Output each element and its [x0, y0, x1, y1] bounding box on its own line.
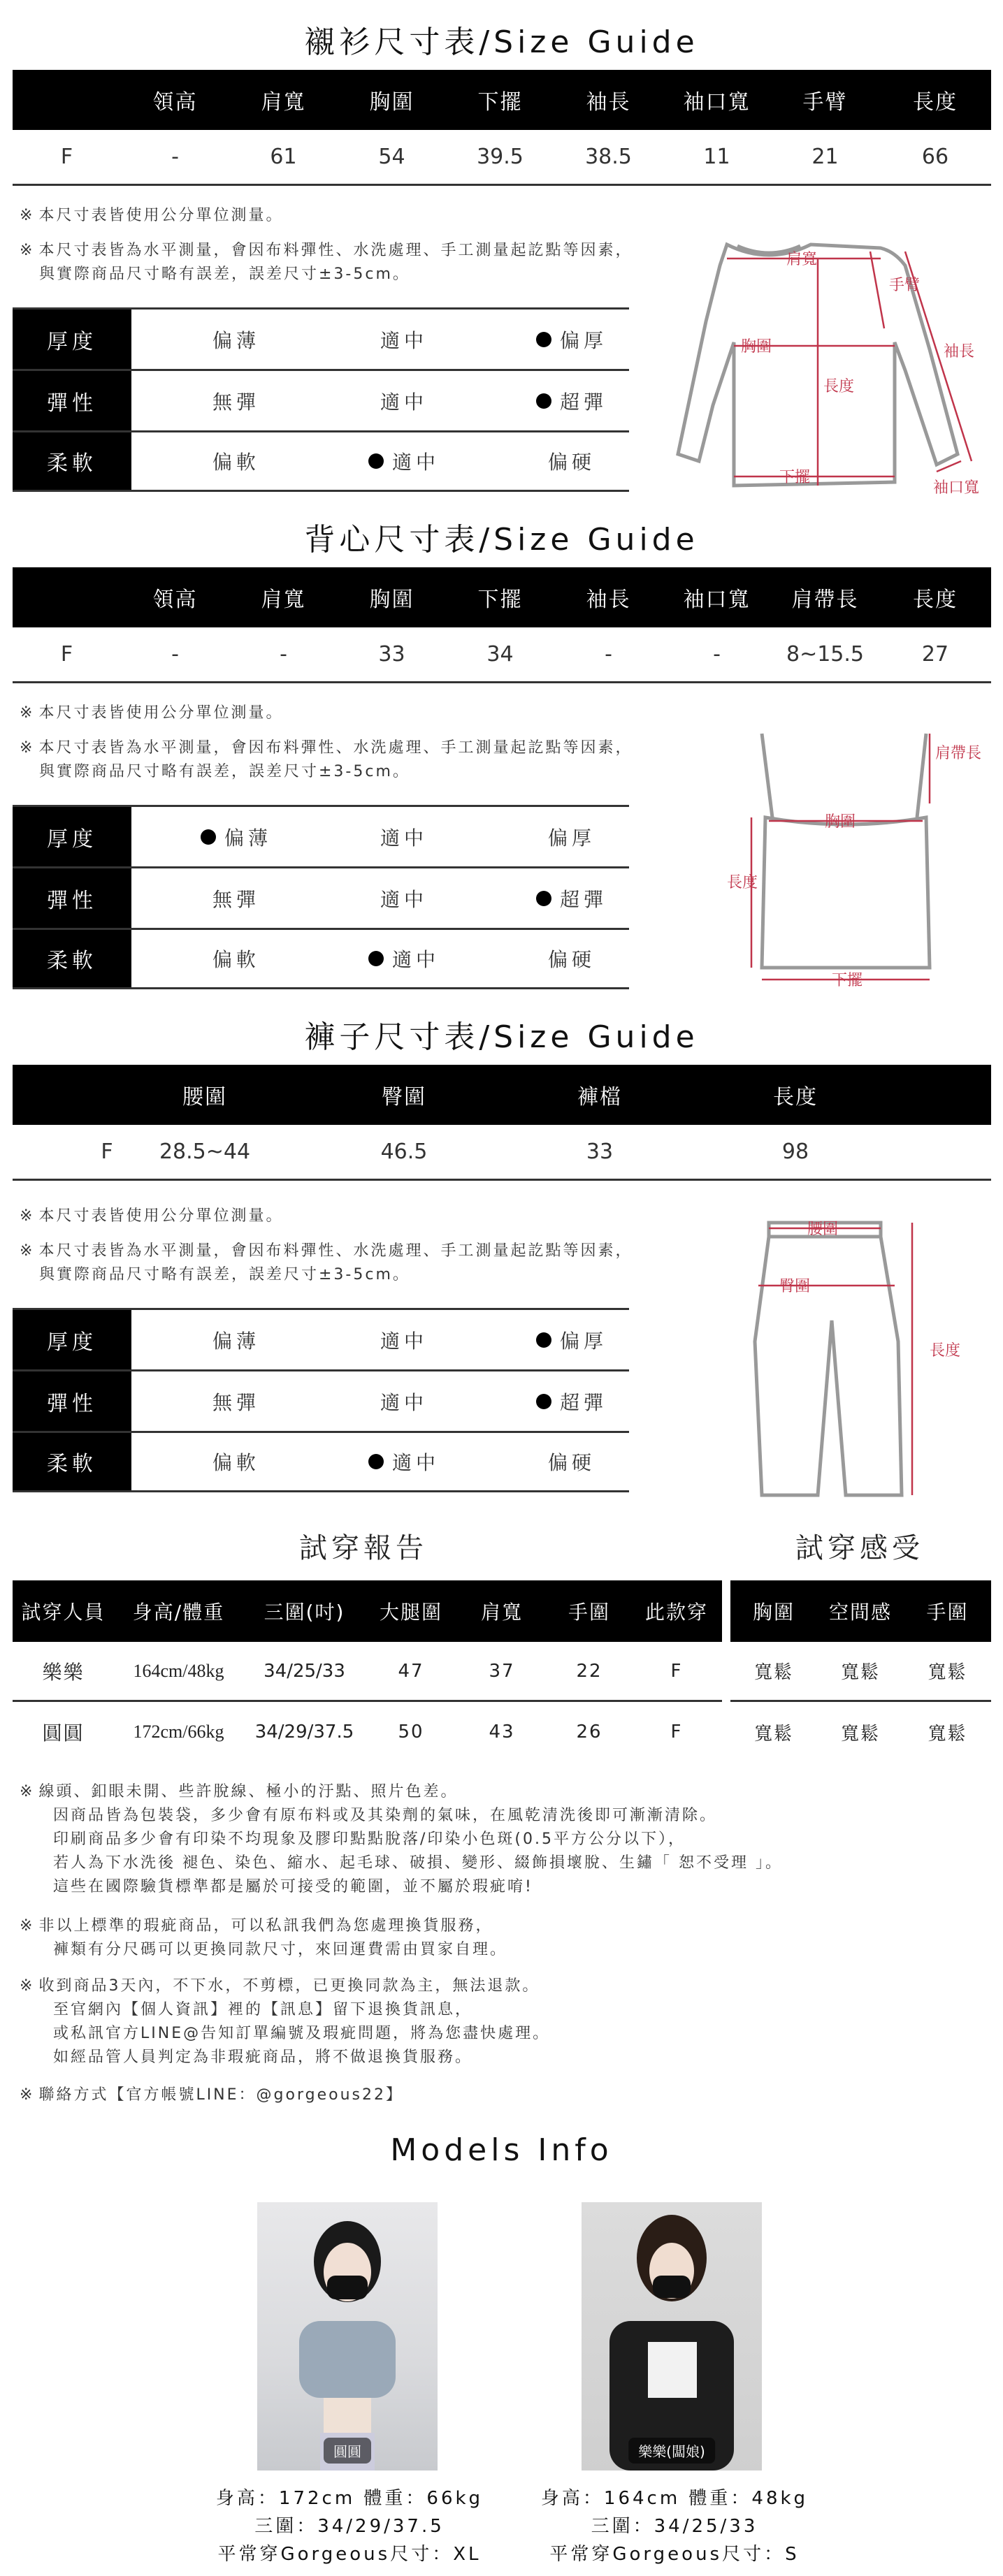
vest-softness-row — [13, 928, 629, 989]
pants-softness-row — [13, 1431, 629, 1492]
vest-header-cell: 領高 — [152, 588, 198, 612]
feel-option: 適中 — [380, 390, 428, 414]
feel-option: 偏厚 — [547, 826, 596, 850]
pants-note: ※ 本尺寸表皆為水平測量，會因布料彈性、水洗處理、手工測量起訖點等因素， — [20, 1242, 633, 1260]
shirt-label-arm: 手臂 — [889, 277, 921, 294]
feel-label: 彈性 — [13, 868, 131, 928]
feel-option: 偏薄 — [212, 1329, 260, 1353]
pants-thickness-row — [13, 1308, 629, 1369]
vest-row-cell: - — [280, 642, 287, 667]
feel-label: 柔軟 — [13, 432, 131, 490]
vest-elasticity-row — [13, 866, 629, 928]
tryon-header — [13, 1580, 722, 1642]
shirt-table-header — [13, 70, 991, 130]
feel-option: 無彈 — [212, 1390, 260, 1414]
feel-label: 柔軟 — [13, 930, 131, 987]
vest-label-hem: 下擺 — [832, 972, 863, 989]
vest-header-cell: 下擺 — [477, 588, 523, 612]
feel-option: 適中 — [380, 887, 428, 911]
feel-option: 偏薄 — [152, 807, 320, 866]
feel-option: 適中 — [380, 826, 428, 850]
selected-dot-icon — [536, 332, 551, 347]
pants-elasticity-row — [13, 1369, 629, 1431]
feel-option: 適中 — [380, 1329, 428, 1353]
selected-dot-icon — [536, 1332, 551, 1348]
feel-label: 彈性 — [13, 371, 131, 430]
feel-option: 無彈 — [212, 887, 260, 911]
feel-option: 適中 — [320, 1433, 488, 1490]
shirt-header-cell — [13, 70, 121, 130]
feel-option: 偏薄 — [212, 328, 260, 352]
tryon-header-cell: 身高/體重 — [132, 1601, 225, 1624]
pants-label-hip: 臀圍 — [779, 1278, 811, 1295]
feel-label: 厚度 — [13, 807, 131, 866]
feeling-cell: 寬鬆 — [840, 1662, 880, 1683]
shirt-row-cell: 61 — [270, 145, 297, 169]
pants-table-header — [13, 1065, 991, 1125]
feeling-title: 試穿感受 — [795, 1532, 924, 1564]
vest-table-row — [13, 627, 991, 683]
pants-row-cell: F — [101, 1140, 113, 1164]
feeling-row — [730, 1702, 991, 1762]
tryon-header-cell: 此款穿 — [644, 1601, 708, 1624]
feel-option: 超彈 — [488, 371, 656, 430]
model-photo — [257, 2202, 438, 2471]
feeling-header-cell: 胸圍 — [752, 1601, 795, 1624]
feeling-cell: 寬鬆 — [753, 1723, 793, 1745]
shirt-header-cell: 袖長 — [586, 90, 631, 115]
pants-size-title: 褲子尺寸表/Size Guide — [304, 1019, 699, 1055]
vest-header-cell: 肩帶長 — [791, 588, 859, 612]
tryon-cell: 26 — [576, 1722, 602, 1742]
feeling-cell: 寬鬆 — [753, 1662, 793, 1683]
pants-row-cell: 33 — [586, 1140, 614, 1164]
shirt-table-row — [13, 130, 991, 186]
model-photo — [582, 2202, 762, 2471]
feel-label: 柔軟 — [13, 1433, 131, 1490]
selected-dot-icon — [536, 891, 551, 906]
feeling-cell: 寬鬆 — [928, 1662, 967, 1683]
feeling-row — [730, 1642, 991, 1702]
policy-block: ※ 線頭、釦眼未開、些許脫線、極小的汙點、照片色差。 因商品皆為包裝袋，多少會有原布料或及其染劑的氣味，在風乾清洗後即可漸漸清除。 印刷商品多少會有印染不均現象及膠印點點脫落/印染小色斑(0.5平方公分以下）， 若人為下水洗後 褪色、染色、縮水、起毛球、破損、變形、綴飾損壞脫、生鏽「 恕不受理 」。 這些在國際驗貨標準都是屬於可接受的範圍，並不屬於瑕疵唷! — [20, 1783, 783, 1895]
shirt-label-shoulder: 肩寬 — [786, 251, 818, 268]
model-info: 身高：164cm 體重：48kg 三圍：34/25/33 平常穿Gorgeous尺寸：S — [540, 2488, 809, 2565]
vest-note: ※ 本尺寸表皆使用公分單位測量。 — [20, 704, 284, 722]
feel-option: 偏軟 — [212, 451, 260, 474]
shirt-row-cell: 21 — [811, 145, 839, 169]
feel-option: 偏厚 — [488, 1310, 656, 1369]
shirt-note: ※ 本尺寸表皆為水平測量，會因布料彈性、水洗處理、手工測量起訖點等因素， — [20, 242, 633, 259]
tryon-cell: 34/25/33 — [264, 1660, 345, 1682]
vest-note: ※ 本尺寸表皆為水平測量，會因布料彈性、水洗處理、手工測量起訖點等因素， — [20, 739, 633, 757]
tryon-cell: 47 — [398, 1660, 424, 1682]
shirt-elasticity-row — [13, 369, 629, 430]
feel-option: 適中 — [320, 930, 488, 987]
tryon-cell: F — [670, 1660, 683, 1682]
shirt-label-length: 長度 — [823, 378, 855, 395]
selected-dot-icon — [368, 1454, 384, 1469]
pants-table-row — [13, 1125, 991, 1181]
vest-size-title: 背心尺寸表/Size Guide — [304, 522, 699, 558]
pants-note: 與實際商品尺寸略有誤差，誤差尺寸±3-5cm。 — [39, 1266, 410, 1283]
vest-label-strap: 肩帶長 — [935, 745, 982, 762]
feeling-header — [730, 1580, 991, 1642]
shirt-header-cell: 長度 — [913, 90, 958, 115]
vest-note: 與實際商品尺寸略有誤差，誤差尺寸±3-5cm。 — [39, 763, 410, 780]
vest-header-cell: 袖口寬 — [683, 588, 751, 612]
shirt-header-cell: 胸圍 — [369, 90, 414, 115]
shirt-header-cell: 袖口寬 — [683, 90, 751, 115]
policy-block: ※ 聯絡方式【官方帳號LINE：@gorgeous22】 — [20, 2086, 403, 2104]
pants-row-cell: 46.5 — [380, 1140, 428, 1164]
feel-option: 適中 — [320, 432, 488, 490]
feel-option: 超彈 — [488, 1371, 656, 1431]
vest-row-cell: 33 — [378, 642, 405, 667]
pants-label-waist: 腰圍 — [807, 1221, 839, 1238]
tryon-cell: 圓圓 — [42, 1722, 85, 1745]
model-tag: 圓圓 — [324, 2438, 371, 2464]
shirt-label-sleeve: 袖長 — [944, 343, 975, 361]
tryon-header-cell: 大腿圍 — [379, 1601, 442, 1624]
vest-row-cell: - — [605, 642, 612, 667]
feel-label: 厚度 — [13, 310, 131, 369]
shirt-header-cell: 領高 — [152, 90, 198, 115]
vest-row-cell: - — [171, 642, 179, 667]
shirt-label-chest: 胸圍 — [741, 338, 772, 356]
feel-option: 超彈 — [488, 868, 656, 928]
shirt-thickness-row — [13, 307, 629, 369]
pants-header-cell: 腰圍 — [182, 1085, 227, 1109]
tryon-cell: 164cm/48kg — [133, 1660, 224, 1681]
vest-row-cell: 27 — [921, 642, 949, 667]
vest-header-cell: 長度 — [913, 588, 958, 612]
tryon-header-cell: 三圍(吋) — [264, 1601, 345, 1624]
pants-header-cell: 臀圍 — [382, 1085, 426, 1109]
shirt-row-cell: 66 — [921, 145, 949, 169]
models-title: Models Info — [390, 2132, 613, 2168]
shirt-row-cell: 11 — [703, 145, 730, 169]
vest-row-cell: 8~15.5 — [786, 642, 865, 667]
shirt-header-cell: 下擺 — [477, 90, 523, 115]
policy-block: ※ 非以上標準的瑕疵商品，可以私訊我們為您處理換貨服務， 褲類有分尺碼可以更換同款尺寸，來回運費需由買家自理。 — [20, 1917, 508, 1958]
vest-header-cell — [13, 567, 121, 627]
shirt-label-hem: 下擺 — [779, 469, 811, 486]
tryon-cell: 樂樂 — [42, 1660, 85, 1684]
feeling-header-cell: 空間感 — [828, 1601, 892, 1624]
vest-header-cell: 袖長 — [586, 588, 631, 612]
vest-thickness-row — [13, 805, 629, 866]
shirt-size-title: 襯衫尺寸表/Size Guide — [304, 24, 699, 60]
tryon-cell: 34/29/37.5 — [254, 1722, 354, 1742]
shirt-header-cell: 肩寬 — [261, 90, 306, 115]
pants-label-length: 長度 — [930, 1342, 961, 1360]
shirt-row-cell: F — [60, 145, 73, 169]
tryon-cell: 22 — [576, 1660, 602, 1682]
shirt-label-cuff: 袖口寬 — [933, 479, 980, 497]
shirt-row-cell: 38.5 — [585, 145, 632, 169]
vest-table-header — [13, 567, 991, 627]
tryon-header-cell: 肩寬 — [480, 1601, 523, 1624]
feel-option: 無彈 — [212, 390, 260, 414]
shirt-softness-row — [13, 430, 629, 492]
tryon-cell: F — [670, 1722, 683, 1742]
shirt-row-cell: 39.5 — [477, 145, 524, 169]
tryon-header-cell: 手圍 — [568, 1601, 610, 1624]
pants-header-cell: 長度 — [773, 1085, 818, 1109]
vest-row-cell: F — [60, 642, 73, 667]
feel-option: 偏硬 — [547, 451, 596, 474]
feel-option: 偏硬 — [547, 1451, 596, 1474]
tryon-cell: 50 — [398, 1722, 424, 1742]
selected-dot-icon — [536, 393, 551, 409]
feel-option: 偏軟 — [212, 948, 260, 971]
tryon-cell: 172cm/66kg — [133, 1722, 224, 1742]
shirt-note: 與實際商品尺寸略有誤差，誤差尺寸±3-5cm。 — [39, 265, 410, 283]
vest-row-cell: - — [713, 642, 721, 667]
shirt-row-cell: - — [171, 145, 179, 169]
shirt-note: ※ 本尺寸表皆使用公分單位測量。 — [20, 207, 284, 224]
feel-option: 適中 — [380, 328, 428, 352]
vest-row-cell: 34 — [486, 642, 514, 667]
feel-option: 偏厚 — [488, 310, 656, 369]
selected-dot-icon — [368, 951, 384, 966]
selected-dot-icon — [536, 1394, 551, 1409]
vest-label-length: 長度 — [727, 874, 758, 892]
tryon-cell: 43 — [489, 1722, 515, 1742]
selected-dot-icon — [201, 829, 216, 845]
pants-note: ※ 本尺寸表皆使用公分單位測量。 — [20, 1207, 284, 1225]
shirt-row-cell: 54 — [378, 145, 405, 169]
tryon-header-cell: 試穿人員 — [21, 1601, 106, 1624]
tryon-row — [13, 1642, 722, 1702]
selected-dot-icon — [368, 453, 384, 469]
vest-header-cell: 胸圍 — [369, 588, 414, 612]
feel-option: 偏硬 — [547, 948, 596, 971]
vest-header-cell: 肩寬 — [261, 588, 306, 612]
feel-label: 厚度 — [13, 1310, 131, 1369]
shirt-diagram — [629, 224, 993, 503]
shirt-header-cell: 手臂 — [802, 90, 848, 115]
feeling-header-cell: 手圍 — [926, 1601, 969, 1624]
tryon-row — [13, 1702, 722, 1762]
feel-label: 彈性 — [13, 1371, 131, 1431]
model-figure-icon — [582, 2202, 762, 2471]
tryon-cell: 37 — [489, 1660, 515, 1682]
feeling-cell: 寬鬆 — [840, 1723, 880, 1745]
pants-row-cell: 28.5~44 — [159, 1140, 251, 1164]
policy-block: ※ 收到商品3天內，不下水，不剪標，已更換同款為主，無法退款。 至官網內【個人資訊】裡的【訊息】留下退換貨訊息， 或私訊官方LINE@告知訂單編號及瑕疵問題，將為您盡快處理。 如經品管人員判定為非瑕疵商品，將不做退換貨服務。 — [20, 1977, 551, 2066]
vest-label-chest: 胸圍 — [825, 813, 856, 831]
pants-diagram — [741, 1202, 961, 1509]
vest-diagram — [713, 727, 982, 1006]
model-tag: 樂樂(闆娘) — [628, 2438, 715, 2464]
model-info: 身高：172cm 體重：66kg 三圍：34/29/37.5 平常穿Gorgeous尺寸：XL — [215, 2488, 484, 2565]
model-figure-icon — [257, 2202, 438, 2471]
tryon-title: 試穿報告 — [299, 1532, 428, 1564]
feel-option: 偏軟 — [212, 1451, 260, 1474]
pants-row-cell: 98 — [781, 1140, 809, 1164]
feel-option: 適中 — [380, 1390, 428, 1414]
pants-header-cell: 褲檔 — [577, 1085, 622, 1109]
feeling-cell: 寬鬆 — [928, 1723, 967, 1745]
